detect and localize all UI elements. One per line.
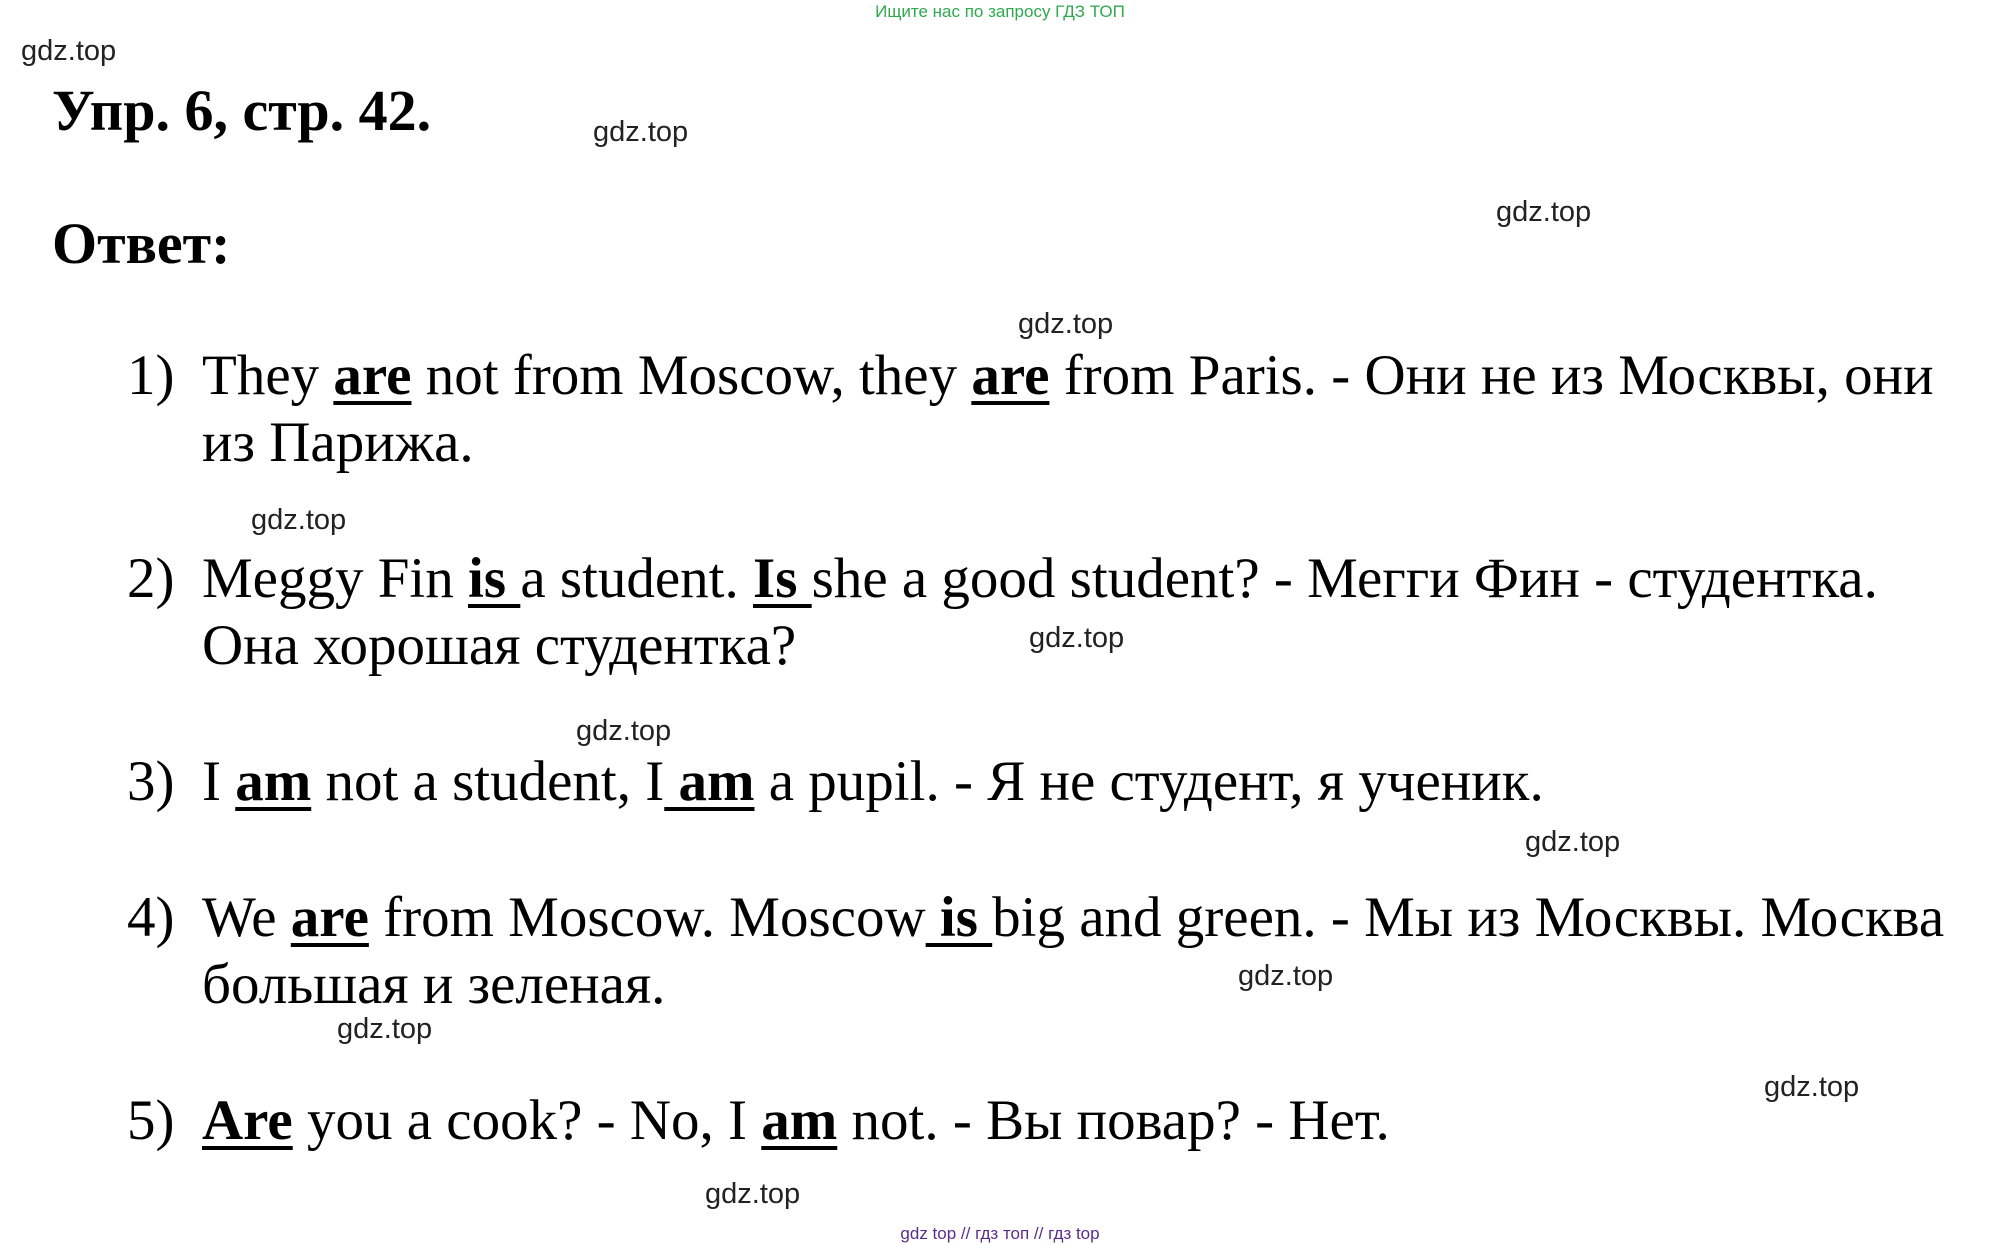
watermark: gdz.top	[1525, 826, 1621, 858]
watermark: gdz.top	[1029, 622, 1125, 654]
watermark: gdz.top	[1238, 960, 1334, 992]
watermark: gdz.top	[593, 116, 689, 148]
item-text: Are you a cook? - No, I am not. - Вы повар? - Нет.	[202, 1089, 1390, 1152]
answer-word: am	[664, 750, 755, 813]
footer-links: gdz top // гдз топ // гдз top	[900, 1224, 1100, 1243]
answer-word: are	[290, 886, 369, 949]
item-number: 2)	[127, 547, 175, 610]
watermark: gdz.top	[1764, 1071, 1860, 1103]
page-title: Упр. 6, стр. 42.	[52, 78, 432, 143]
watermark: gdz.top	[1018, 308, 1114, 340]
top-banner: Ищите нас по запросу ГДЗ ТОП	[875, 2, 1125, 21]
answer-word: is	[925, 886, 993, 949]
item-number: 4)	[127, 886, 175, 949]
item-number: 5)	[127, 1089, 175, 1152]
list-item	[127, 1087, 1947, 1154]
answer-word: Is	[753, 547, 812, 610]
list-item	[127, 748, 1947, 815]
answer-heading: Ответ:	[52, 211, 231, 276]
watermark: gdz.top	[1496, 196, 1592, 228]
list-item	[127, 342, 1947, 476]
list-item	[127, 545, 1947, 679]
list-item	[127, 884, 1947, 1018]
watermark: gdz.top	[251, 504, 347, 536]
answer-word: are	[333, 344, 412, 407]
answer-word: are	[971, 344, 1050, 407]
item-text: They are not from Moscow, they are from Paris. - Они не из Москвы, они из Парижа.	[202, 344, 1934, 474]
answer-word: is	[468, 547, 521, 610]
answer-word: am	[761, 1089, 838, 1152]
watermark: gdz.top	[705, 1178, 801, 1210]
answer-word: Are	[202, 1089, 293, 1152]
watermark: gdz.top	[576, 715, 672, 747]
item-text: I am not a student, I am a pupil. - Я не студент, я ученик.	[202, 750, 1544, 813]
answer-word: am	[235, 750, 312, 813]
item-number: 1)	[127, 344, 175, 407]
watermark: gdz.top	[337, 1013, 433, 1045]
item-text: Meggy Fin is a student. Is she a good student? - Мегги Фин - студентка. Она хорошая студентка?	[202, 547, 1878, 677]
watermark: gdz.top	[21, 35, 117, 67]
item-number: 3)	[127, 750, 175, 813]
item-text: We are from Moscow. Moscow is big and green. - Мы из Москвы. Москва большая и зеленая.	[202, 886, 1945, 1016]
